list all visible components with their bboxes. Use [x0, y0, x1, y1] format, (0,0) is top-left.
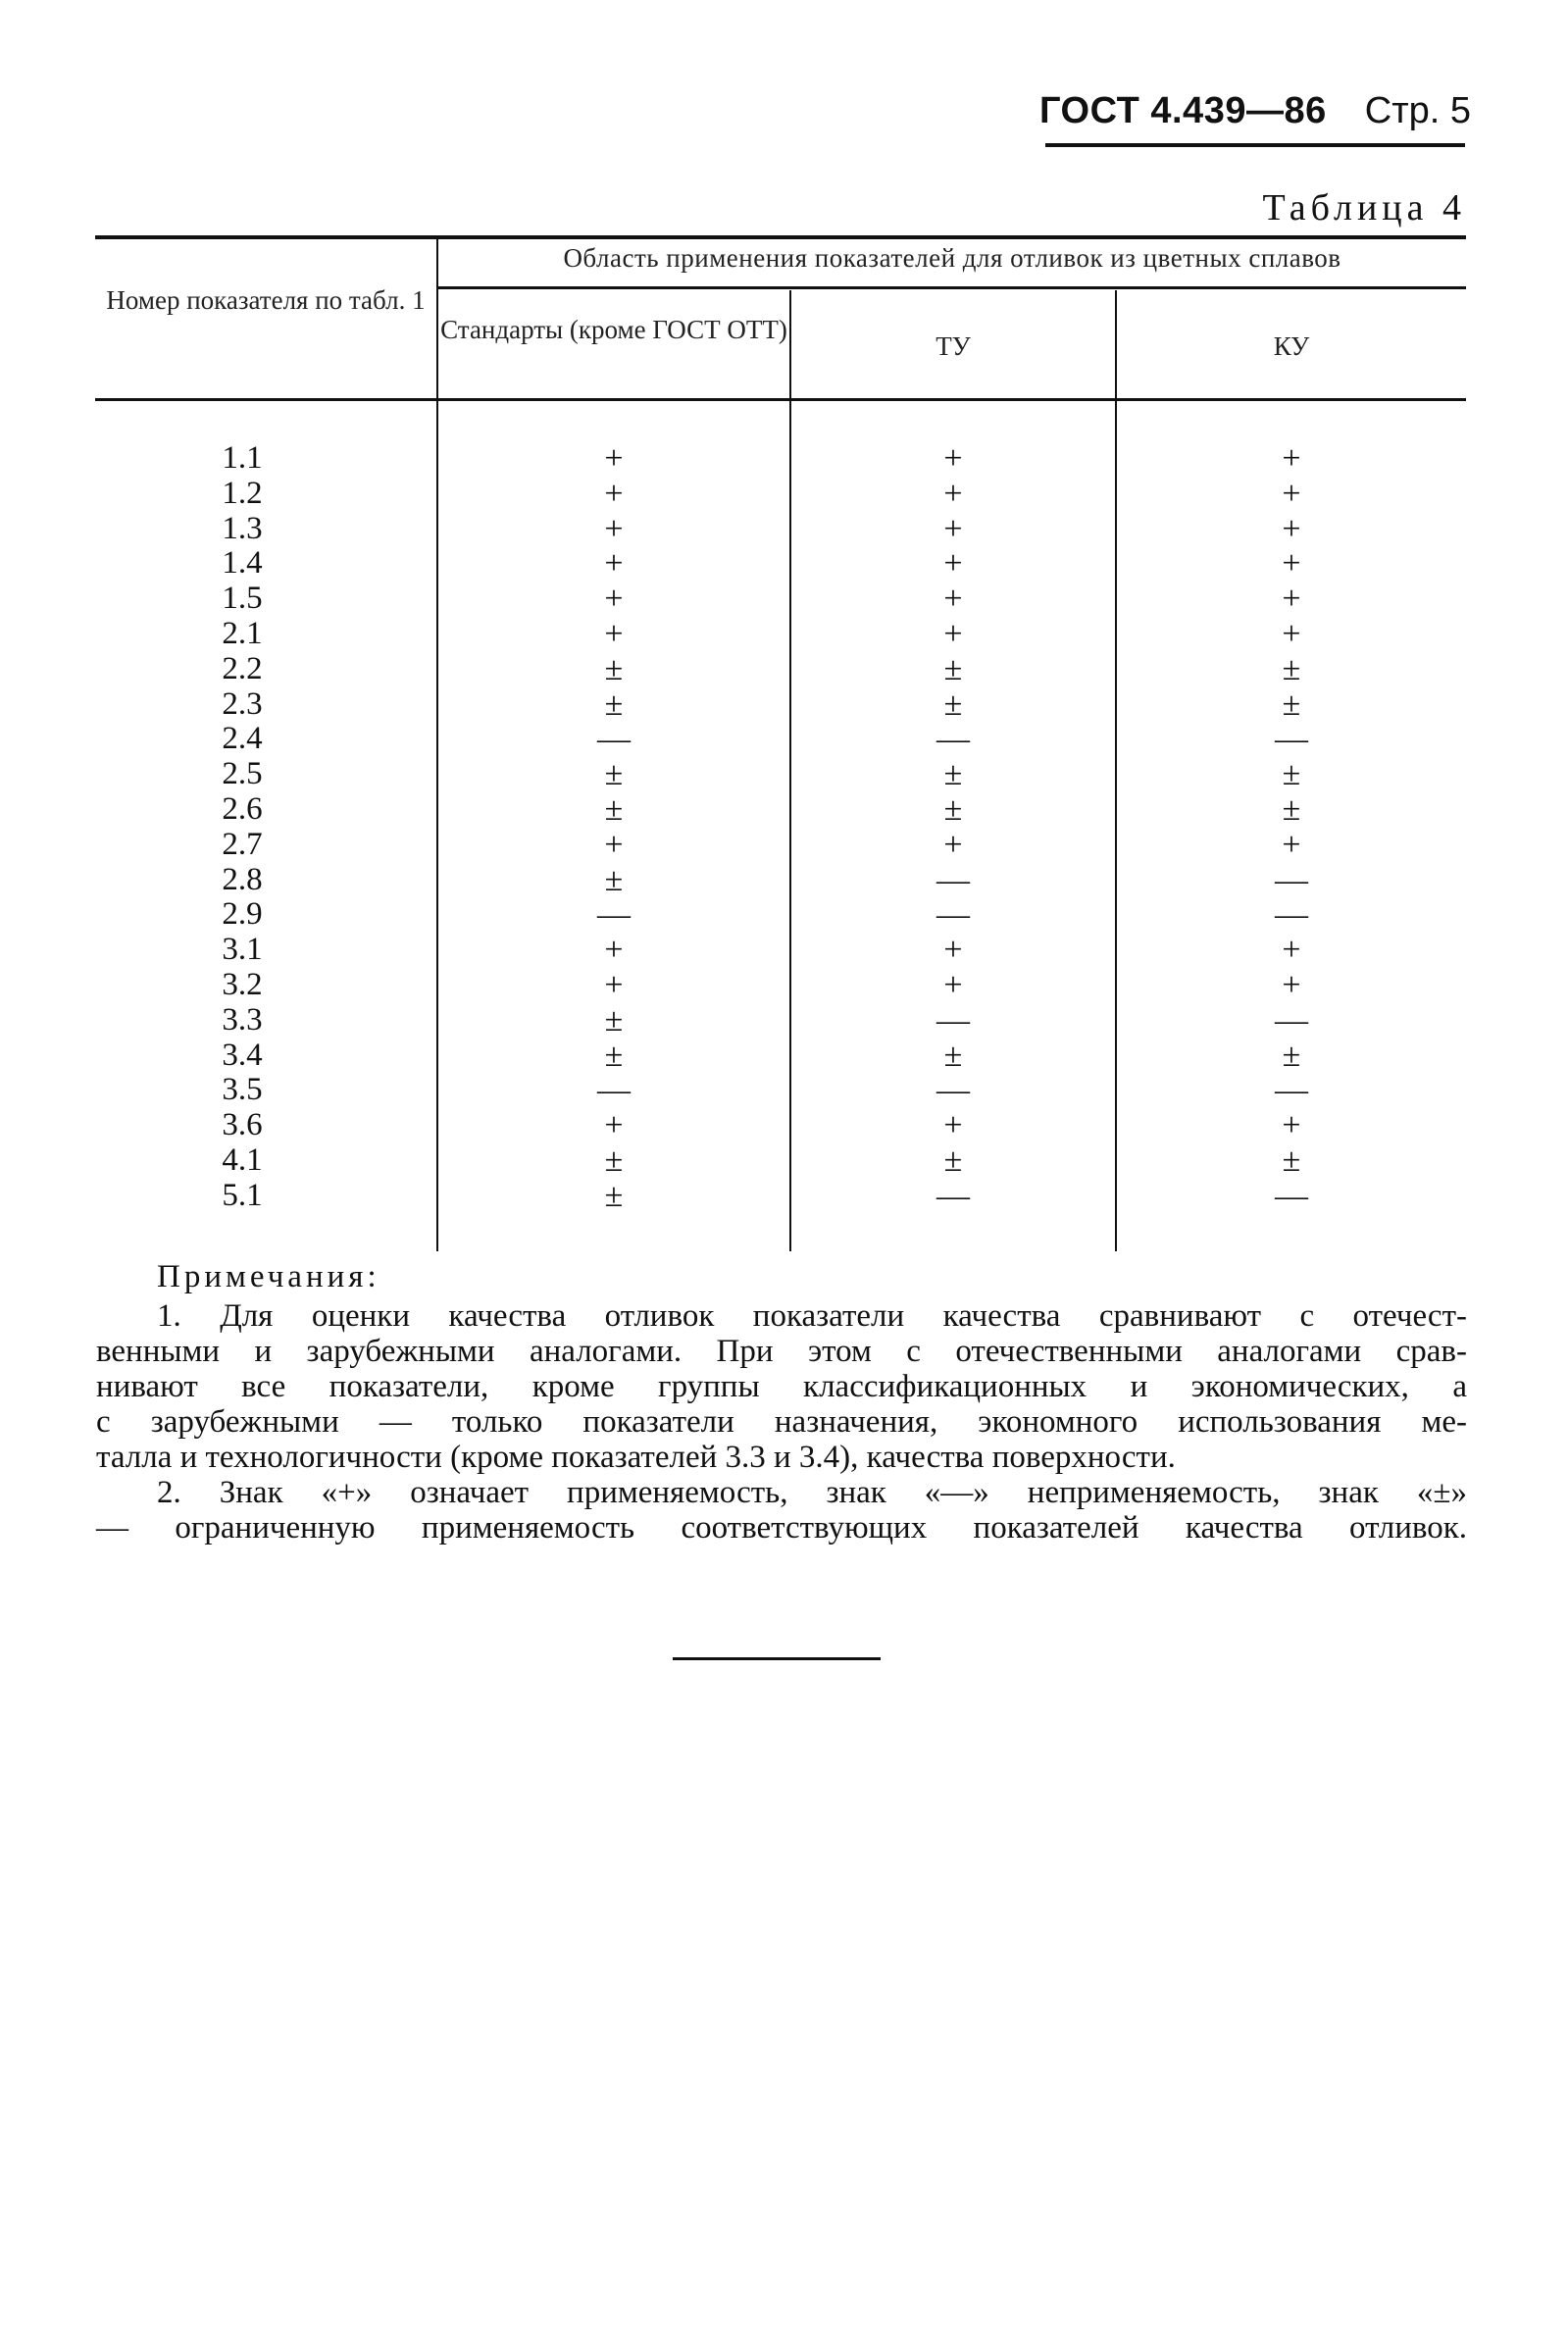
header-standards: Стандарты (кроме ГОСТ ОТТ): [440, 315, 787, 344]
standards-value: ±: [604, 861, 624, 898]
standards-value: +: [604, 615, 624, 652]
indicator-number: 1.1: [222, 440, 263, 476]
note-2: [96, 1475, 1467, 1546]
table-subheader-rule: [438, 286, 1466, 289]
page-header: [1039, 90, 1471, 149]
tu-value: ±: [943, 650, 963, 687]
table-row: [95, 792, 1466, 828]
table-row: [95, 546, 1466, 582]
table-row: [95, 722, 1466, 757]
standards-value: ±: [604, 756, 624, 793]
standards-value: —: [597, 721, 631, 758]
tu-value: ±: [943, 1141, 963, 1179]
ku-value: ±: [1282, 756, 1301, 793]
ku-value: ±: [1282, 650, 1301, 687]
table-header-rule: [95, 398, 1466, 401]
ku-value: +: [1282, 1107, 1301, 1144]
note-line: с зарубежными — только показатели назначения, экономного использования ме-: [96, 1404, 1467, 1440]
ku-value: +: [1282, 545, 1301, 583]
indicator-number: 1.4: [222, 545, 263, 582]
ku-value: +: [1282, 932, 1301, 969]
table-row: [95, 1073, 1466, 1108]
indicator-number: 2.8: [222, 861, 263, 897]
indicator-number: 2.2: [222, 650, 263, 686]
standards-value: —: [597, 896, 631, 934]
table-row: [95, 582, 1466, 617]
table-row: [95, 968, 1466, 1003]
standards-value: ±: [604, 1177, 624, 1214]
table-row: [95, 1143, 1466, 1179]
tu-value: +: [943, 1107, 963, 1144]
tu-value: +: [943, 826, 963, 863]
header-ku: КУ: [1273, 331, 1310, 361]
notes-title: Примечания:: [157, 1259, 380, 1294]
page-number: Стр. 5: [1364, 90, 1471, 131]
tu-value: +: [943, 581, 963, 618]
standards-value: +: [604, 475, 624, 512]
tu-value: +: [943, 510, 963, 547]
indicator-number: 2.3: [222, 685, 263, 722]
end-rule: [673, 1657, 881, 1660]
standards-value: +: [604, 581, 624, 618]
table-body: [95, 441, 1466, 1214]
ku-value: +: [1282, 826, 1301, 863]
standard-number: ГОСТ 4.439—86: [1039, 90, 1327, 131]
table-caption: Таблица 4: [1262, 187, 1466, 228]
tu-value: +: [943, 545, 963, 583]
header-tu: ТУ: [936, 331, 971, 361]
note-line: нивают все показатели, кроме группы классификационных и экономических, а: [96, 1369, 1467, 1404]
note-1: [96, 1298, 1467, 1475]
table-row: [95, 687, 1466, 723]
tu-value: ±: [943, 756, 963, 793]
standards-value: +: [604, 966, 624, 1003]
standards-value: ±: [604, 650, 624, 687]
table-row: [95, 512, 1466, 547]
ku-value: —: [1275, 1177, 1308, 1214]
indicator-number: 2.7: [222, 826, 263, 862]
note-line: венными и зарубежными аналогами. При этом с отечественными аналогами срав-: [96, 1334, 1467, 1369]
note-line: талла и технологичности (кроме показателей 3.3 и 3.4), качества поверхности.: [96, 1440, 1176, 1475]
indicator-number: 3.3: [222, 1001, 263, 1038]
tu-value: +: [943, 966, 963, 1003]
standards-value: ±: [604, 1001, 624, 1039]
indicator-number: 4.1: [222, 1141, 263, 1178]
standards-value: +: [604, 1107, 624, 1144]
ku-value: ±: [1282, 685, 1301, 723]
ku-value: +: [1282, 510, 1301, 547]
header-indicator-number: Номер показателя по табл. 1: [106, 285, 426, 315]
ku-value: ±: [1282, 790, 1301, 828]
indicator-number: 3.1: [222, 932, 263, 968]
tu-value: ±: [943, 790, 963, 828]
tu-value: —: [936, 896, 970, 934]
indicator-number: 2.1: [222, 615, 263, 651]
standards-value: ±: [604, 685, 624, 723]
standards-value: +: [604, 932, 624, 969]
table-row: [95, 1003, 1466, 1039]
tu-value: +: [943, 475, 963, 512]
notes: [96, 1259, 1467, 1546]
indicator-number: 5.1: [222, 1177, 263, 1213]
standards-value: +: [604, 826, 624, 863]
tu-value: +: [943, 440, 963, 477]
indicator-number: 2.4: [222, 721, 263, 757]
ku-value: ±: [1282, 1141, 1301, 1179]
table-row: [95, 933, 1466, 968]
tu-value: —: [936, 861, 970, 898]
tu-value: ±: [943, 1037, 963, 1074]
ku-value: +: [1282, 615, 1301, 652]
table-row: [95, 1039, 1466, 1074]
standards-value: +: [604, 440, 624, 477]
ku-value: —: [1275, 721, 1308, 758]
ku-value: —: [1275, 1001, 1308, 1039]
table-row: [95, 652, 1466, 687]
standards-value: +: [604, 545, 624, 583]
table-top-rule: [95, 235, 1466, 239]
indicator-number: 1.3: [222, 510, 263, 546]
indicator-number: 3.6: [222, 1107, 263, 1143]
ku-value: —: [1275, 861, 1308, 898]
indicator-number: 1.2: [222, 475, 263, 511]
standards-value: —: [597, 1072, 631, 1109]
indicator-number: 1.5: [222, 581, 263, 617]
indicator-number: 3.2: [222, 966, 263, 1002]
standards-value: +: [604, 510, 624, 547]
tu-value: +: [943, 932, 963, 969]
indicator-number: 2.9: [222, 896, 263, 933]
ku-value: ±: [1282, 1037, 1301, 1074]
indicator-number: 3.5: [222, 1072, 263, 1108]
ku-value: +: [1282, 475, 1301, 512]
standards-value: ±: [604, 1141, 624, 1179]
indicator-number: 3.4: [222, 1037, 263, 1073]
ku-value: —: [1275, 1072, 1308, 1109]
table-row: [95, 863, 1466, 898]
standards-value: ±: [604, 790, 624, 828]
indicator-number: 2.5: [222, 756, 263, 792]
note-line: 1. Для оценки качества отливок показатели качества сравнивают с отечест-: [157, 1298, 1467, 1334]
ku-value: +: [1282, 440, 1301, 477]
table-row: [95, 617, 1466, 652]
note-line: 2. Знак «+» означает применяемость, знак «—» неприменяемость, знак «±»: [157, 1475, 1467, 1510]
ku-value: —: [1275, 896, 1308, 934]
indicator-number: 2.6: [222, 790, 263, 827]
header-rule: [1045, 143, 1465, 147]
table-row: [95, 441, 1466, 477]
ku-value: +: [1282, 966, 1301, 1003]
header-application-area: Область применения показателей для отливок из цветных сплавов: [563, 243, 1341, 273]
standards-value: ±: [604, 1037, 624, 1074]
table-row: [95, 1179, 1466, 1214]
table-row: [95, 828, 1466, 863]
note-line: — ограниченную применяемость соответствующих показателей качества отливок.: [96, 1510, 1467, 1546]
table-row: [95, 897, 1466, 933]
tu-value: —: [936, 1177, 970, 1214]
table-row: [95, 1108, 1466, 1143]
tu-value: —: [936, 1072, 970, 1109]
ku-value: +: [1282, 581, 1301, 618]
tu-value: —: [936, 721, 970, 758]
table-row: [95, 477, 1466, 512]
tu-value: +: [943, 615, 963, 652]
table-row: [95, 757, 1466, 792]
tu-value: ±: [943, 685, 963, 723]
tu-value: —: [936, 1001, 970, 1039]
